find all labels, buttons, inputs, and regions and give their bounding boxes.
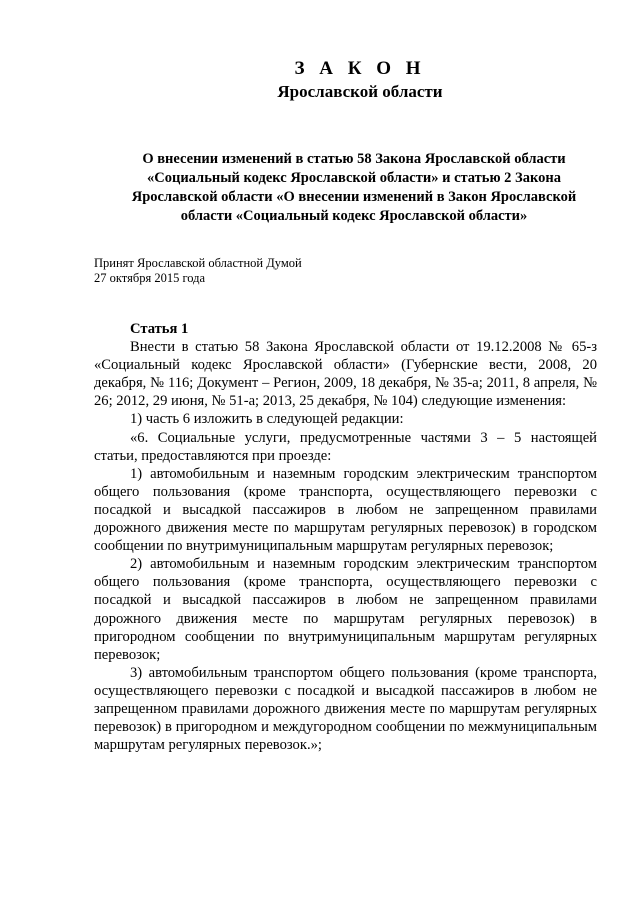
article-1 [94,320,597,754]
article-paragraph: Внести в статью 58 Закона Ярославской области от 19.12.2008 № 65-з «Социальный кодекс Ярославской области» (Губернские вести, 2008, 20 декабря, № 116; Документ – Регион, 2009, 18 декабря, № 35-а; 2011, 8 апреля, № 26; 2012, 29 июня, № 51-а; 2013, 25 декабря, № 104) следующие изменения: [94,339,597,410]
article-paragraph: «6. Социальные услуги, предусмотренные частями 3 – 5 настоящей статьи, предоставляются при проезде: [94,429,597,464]
article-paragraph: 1) часть 6 изложить в следующей редакции: [130,411,404,428]
adoption-date: 27 октября 2015 года [94,271,206,285]
law-subject: О внесении изменений в статью 58 Закона Ярославской области «Социальный кодекс Ярославской области» и статью 2 Закона Ярославской области «О внесении изменений в Закон Ярославской области «Социальный кодекс Ярославской области» [131,151,577,224]
adoption-body: Принят Ярославской областной Думой [94,256,302,270]
article-paragraph: 2) автомобильным и наземным городским электрическим транспортом общего пользования (кроме транспорта, осуществляющего перевозки с посадкой и высадкой пассажиров в любом не запрещенном правилами дорожного движения месте по маршрутам регулярных перевозок) в пригородном сообщении по внутримуниципальным маршрутам регулярных перевозок; [94,556,597,663]
article-paragraph: 1) автомобильным и наземным городским электрическим транспортом общего пользования (кроме транспорта, осуществляющего перевозки с посадкой и высадкой пассажиров в любом не запрещенном правилами дорожного движения месте по маршрутам регулярных перевозок) в городском сообщении по внутримуниципальным маршрутам регулярных перевозок; [94,465,597,555]
adoption-note [94,256,302,286]
article-paragraph: 3) автомобильным транспортом общего пользования (кроме транспорта, осуществляющего перевозки с посадкой и высадкой пассажиров в любом не запрещенном правилами дорожного движения месте по маршрутам регулярных перевозок) в пригородном и междугородном сообщении по межмуниципальным маршрутам регулярных перевозок.»; [94,664,597,754]
article-heading: Статья 1 [130,321,189,337]
law-region: Ярославской области [277,82,443,101]
law-title: З А К О Н [294,58,426,79]
